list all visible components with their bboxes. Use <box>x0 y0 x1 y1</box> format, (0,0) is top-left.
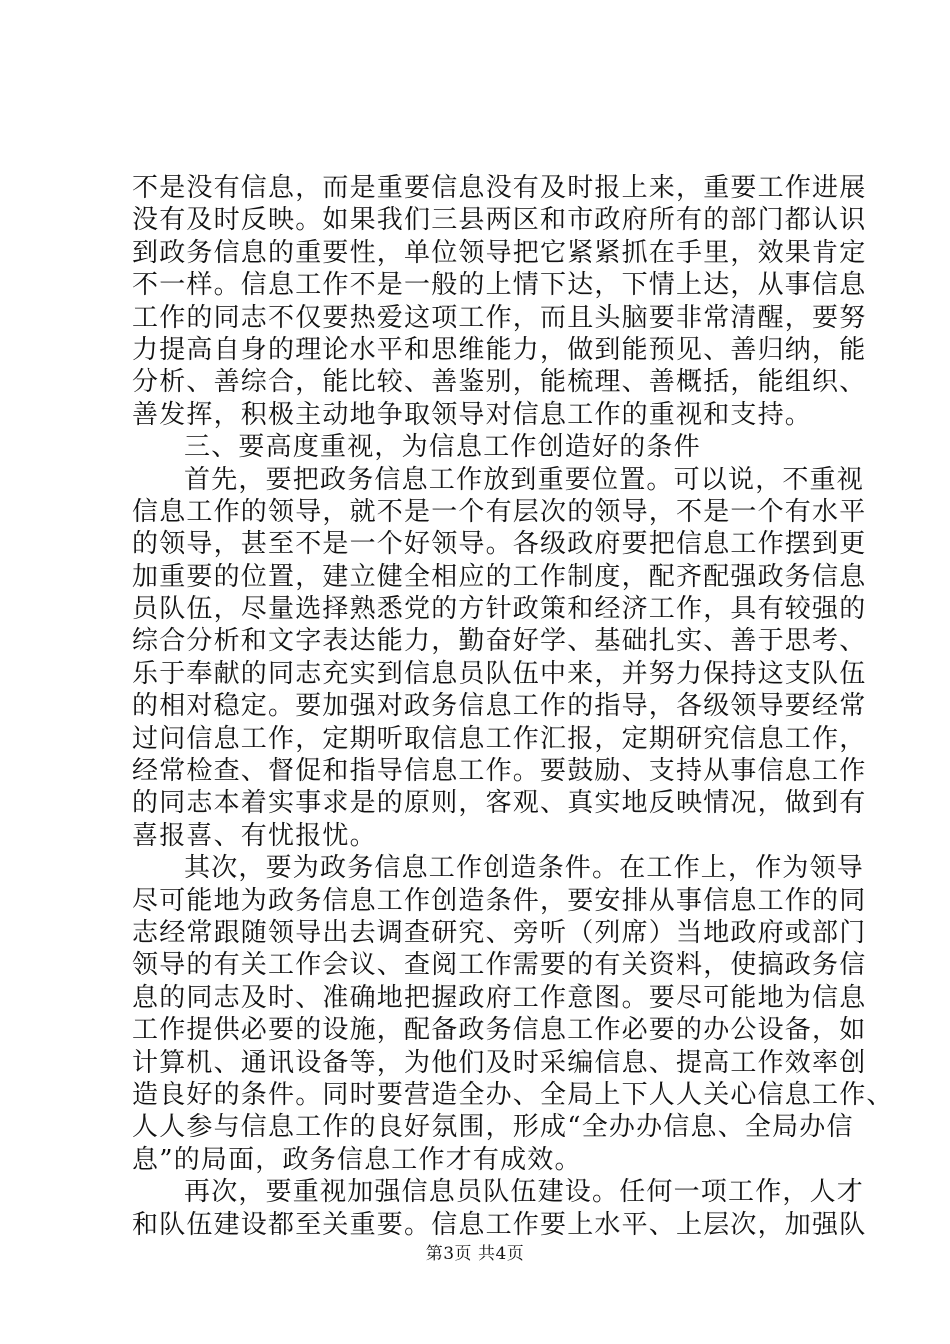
text-line: 分析、善综合，能比较、善鉴别，能梳理、善概括，能组织、 <box>132 367 867 398</box>
text-line: 工作提供必要的设施，配备政务信息工作必要的办公设备，如 <box>132 1015 867 1046</box>
text-line: 的领导，甚至不是一个好领导。各级政府要把信息工作摆到更 <box>132 529 867 560</box>
text-line: 经常检查、督促和指导信息工作。要鼓励、支持从事信息工作 <box>132 756 867 787</box>
text-line: 和队伍建设都至关重要。信息工作要上水平、上层次，加强队 <box>132 1209 867 1240</box>
text-line: 的同志本着实事求是的原则，客观、真实地反映情况，做到有 <box>132 788 867 819</box>
text-line: 善发挥，积极主动地争取领导对信息工作的重视和支持。 <box>132 399 813 430</box>
text-line: 领导的有关工作会议、查阅工作需要的有关资料，使搞政务信 <box>132 950 867 981</box>
text-line: 不一样。信息工作不是一般的上情下达，下情上达，从事信息 <box>132 270 867 301</box>
text-line: 人人参与信息工作的良好氛围，形成“全办办信息、全局办信 <box>132 1112 854 1143</box>
text-line: 的相对稳定。要加强对政务信息工作的指导，各级领导要经常 <box>132 691 867 722</box>
text-line: 员队伍，尽量选择熟悉党的方针政策和经济工作，具有较强的 <box>132 594 867 625</box>
page-footer: 第3页 共4页 <box>425 1244 525 1264</box>
document-body <box>132 172 894 1241</box>
text-line: 再次，要重视加强信息员队伍建设。任何一项工作，人才 <box>184 1177 865 1208</box>
text-line: 息的同志及时、准确地把握政府工作意图。要尽可能地为信息 <box>132 982 867 1013</box>
text-line: 首先，要把政务信息工作放到重要位置。可以说，不重视 <box>184 464 865 495</box>
text-line: 乐于奉献的同志充实到信息员队伍中来，并努力保持这支队伍 <box>132 658 867 689</box>
text-line: 过问信息工作，定期听取信息工作汇报，定期研究信息工作， <box>132 723 867 754</box>
text-line: 喜报喜、有忧报忧。 <box>132 820 377 851</box>
text-line: 信息工作的领导，就不是一个有层次的领导，不是一个有水平 <box>132 496 867 527</box>
text-line: 力提高自身的理论水平和思维能力，做到能预见、善归纳，能 <box>132 334 867 365</box>
text-line: 尽可能地为政务信息工作创造条件，要安排从事信息工作的同 <box>132 885 867 916</box>
text-line: 没有及时反映。如果我们三县两区和市政府所有的部门都认识 <box>132 205 867 236</box>
text-line: 造良好的条件。同时要营造全办、全局上下人人关心信息工作、 <box>132 1079 894 1110</box>
text-line: 息”的局面，政务信息工作才有成效。 <box>132 1144 582 1175</box>
text-line: 工作的同志不仅要热爱这项工作，而且头脑要非常清醒，要努 <box>132 302 867 333</box>
text-line: 加重要的位置，建立健全相应的工作制度，配齐配强政务信息 <box>132 561 867 592</box>
text-line: 其次，要为政务信息工作创造条件。在工作上，作为领导 <box>184 853 865 884</box>
text-line: 志经常跟随领导出去调查研究、旁听（列席）当地政府或部门 <box>132 917 867 948</box>
text-line: 到政务信息的重要性，单位领导把它紧紧抓在手里，效果肯定 <box>132 237 867 268</box>
text-line: 综合分析和文字表达能力，勤奋好学、基础扎实、善于思考、 <box>132 626 867 657</box>
text-line: 不是没有信息，而是重要信息没有及时报上来，重要工作进展 <box>132 173 867 203</box>
text-line: 计算机、通讯设备等，为他们及时采编信息、提高工作效率创 <box>132 1047 867 1078</box>
text-line: 三、要高度重视，为信息工作创造好的条件 <box>184 432 701 463</box>
